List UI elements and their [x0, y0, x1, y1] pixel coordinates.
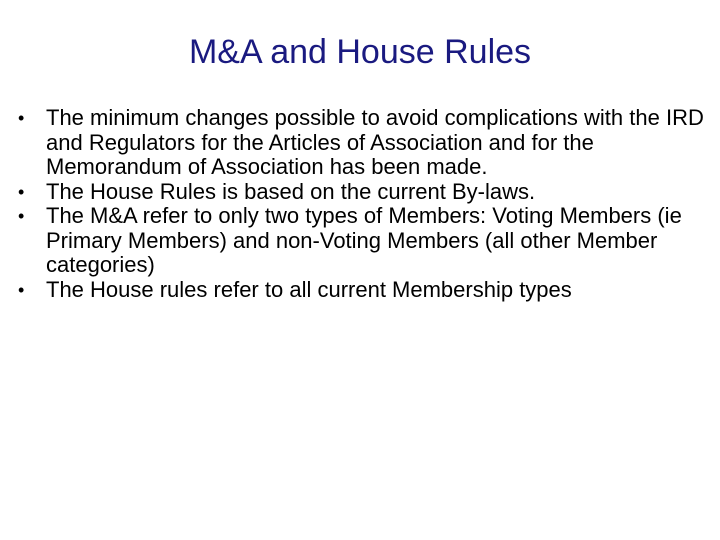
bullet-item — [18, 106, 708, 180]
bullet-list — [18, 106, 708, 302]
slide-title: M&A and House Rules — [188, 33, 532, 71]
bullet-text: The House Rules is based on the current By-laws. — [46, 178, 536, 204]
bullet-text: The House rules refer to all current Membership types — [46, 276, 572, 302]
bullet-icon: • — [18, 108, 25, 128]
bullet-item — [18, 180, 708, 205]
bullet-text: The M&A refer to only two types of Members: Voting Members (ie Primary Members) and non-Voting Members (all other Member categories) — [46, 203, 682, 277]
bullet-text: The minimum changes possible to avoid complications with the IRD and Regulators for the Articles of Association and for the Memorandum of Association has been made. — [46, 105, 704, 179]
bullet-icon: • — [18, 206, 25, 226]
bullet-icon: • — [18, 181, 25, 202]
bullet-item — [18, 204, 708, 278]
bullet-icon: • — [18, 279, 25, 300]
bullet-item — [18, 278, 708, 303]
